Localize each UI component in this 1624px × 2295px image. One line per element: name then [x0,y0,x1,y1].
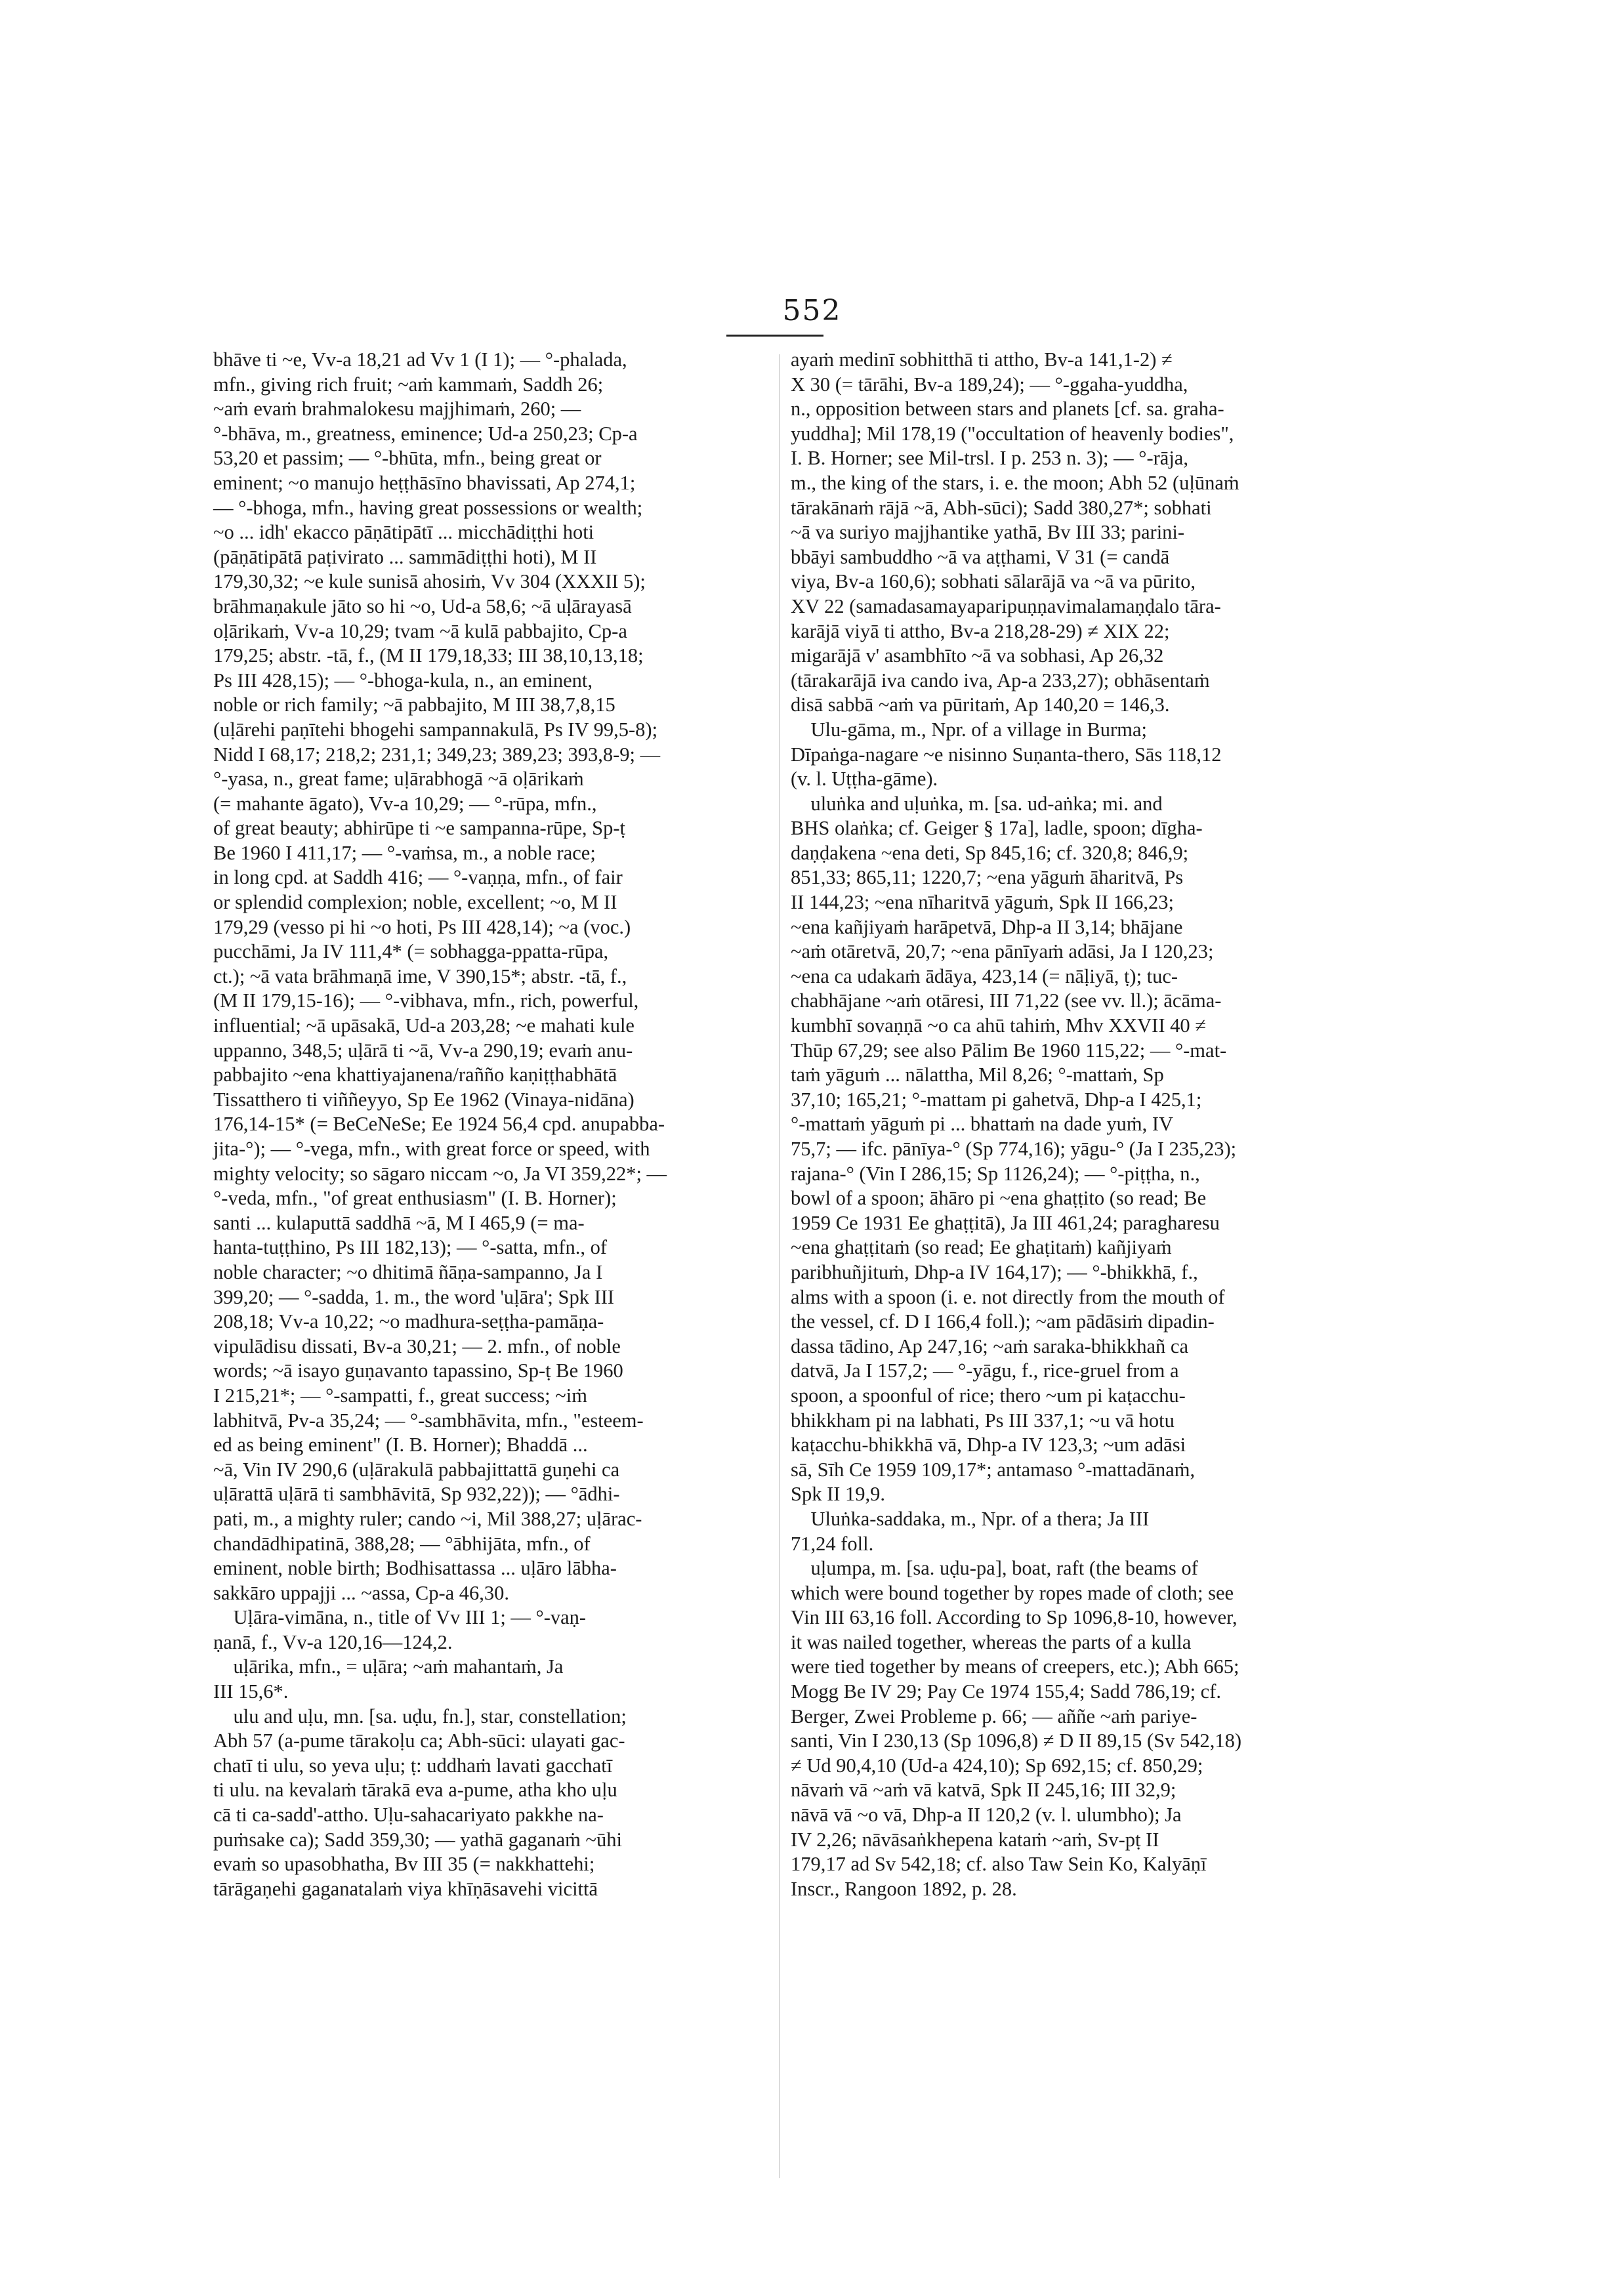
text-line: 208,18; Vv-a 10,22; ~o madhura-seṭṭha-pamāṇa- [213,1310,604,1333]
text-line: Thūp 67,29; see also Pālim Be 1960 115,22; — °-mat- [791,1039,1227,1062]
text-line: puṁsake ca); Sadd 359,30; — yathā gaganaṁ ~ūhi [213,1828,622,1851]
text-line: IV 2,26; nāvāsaṅkhepena kataṁ ~aṁ, Sv-pṭ II [791,1828,1159,1851]
text-line: chandādhipatinā, 388,28; — °ābhijāta, mfn., of [213,1532,591,1555]
text-line: °-mattaṁ yāguṁ pi ... bhattaṁ na dade yuṁ, IV [791,1113,1174,1136]
text-line: bbāyi sambuddho ~ā va aṭṭhami, V 31 (= candā [791,545,1170,568]
text-line: Spk II 19,9. [791,1483,886,1506]
text-line: (M II 179,15-16); — °-vibhava, mfn., rich, powerful, [213,989,639,1012]
text-line: XV 22 (samadasamayaparipuṇṇavimalamaṇḍalo tāra- [791,594,1221,617]
text-line: brāhmaṇakule jāto so hi ~o, Ud-a 58,6; ~ā uḷārayasā [213,594,632,617]
text-line: Be 1960 I 411,17; — °-vaṁsa, m., a noble race; [213,841,596,864]
text-line: 37,10; 165,21; °-mattam pi gahetvā, Dhp-a I 425,1; [791,1088,1202,1111]
text-line: uḷumpa, m. [sa. uḍu-pa], boat, raft (the beams of [791,1557,1198,1580]
text-line: Uluṅka-saddaka, m., Npr. of a thera; Ja III [791,1507,1150,1530]
right-column [791,348,1368,1901]
text-line: viya, Bv-a 160,6); sobhati sālarājā va ~ā va pūrito, [791,570,1196,593]
text-line: santi ... kulaputtā saddhā ~ā, M I 465,9 (= ma- [213,1211,585,1234]
text-line: noble or rich family; ~ā pabbajito, M III 38,7,8,15 [213,693,615,716]
text-line: jita-°); — °-vega, mfn., with great force or speed, with [213,1138,650,1160]
text-line: kaṭacchu-bhikkhā vā, Dhp-a IV 123,3; ~um adāsi [791,1434,1186,1457]
text-line: °-bhāva, m., greatness, eminence; Ud-a 250,23; Cp-a [213,422,638,445]
text-line: ~ā va suriyo majjhantike yathā, Bv III 33; parini- [791,521,1185,544]
text-line: sakkāro uppajji ... ~assa, Cp-a 46,30. [213,1581,510,1604]
text-line: the vessel, cf. D I 166,4 foll.); ~am pādāsiṁ dipadin- [791,1310,1215,1333]
text-line: nāvā vā ~o vā, Dhp-a II 120,2 (v. l. ulumbho); Ja [791,1804,1182,1827]
text-line: hanta-tuṭṭhino, Ps III 182,13); — °-satta, mfn., of [213,1236,608,1259]
text-line: 399,20; — °-sadda, 1. m., the word 'uḷāra'; Spk III [213,1285,615,1308]
text-line: Vin III 63,16 foll. According to Sp 1096,8-10, however, [791,1606,1238,1629]
text-line: 179,17 ad Sv 542,18; cf. also Taw Sein Ko, Kalyāṇī [791,1853,1207,1876]
text-line: ~ena ghaṭṭitaṁ (so read; Ee ghaṭitaṁ) kañjiyaṁ [791,1236,1172,1259]
text-line: II 144,23; ~ena nīharitvā yāguṁ, Spk II 166,23; [791,891,1175,914]
text-line: Ulu-gāma, m., Npr. of a village in Burma; [791,718,1147,741]
text-line: ulu and uḷu, mn. [sa. uḍu, fn.], star, constellation; [213,1705,627,1727]
text-line: (uḷārehi paṇītehi bhogehi sampannakulā, Ps IV 99,5-8); [213,718,658,741]
text-line: karājā viyā ti attho, Bv-a 218,28-29) ≠ XIX 22; [791,619,1170,642]
text-line: Nidd I 68,17; 218,2; 231,1; 349,23; 389,23; 393,8-9; — [213,743,661,766]
text-line: rajana-° (Vin I 286,15; Sp 1126,24); — °-piṭṭha, n., [791,1162,1200,1185]
left-column [213,348,791,1901]
text-line: pucchāmi, Ja IV 111,4* (= sobhagga-ppatta-rūpa, [213,940,609,963]
text-line: were tied together by means of creepers, etc.); Abh 665; [791,1655,1239,1678]
text-line: 53,20 et passim; — °-bhūta, mfn., being great or [213,447,602,470]
text-line: bhāve ti ~e, Vv-a 18,21 ad Vv 1 (I 1); — °-phalada, [213,348,627,371]
text-line: or splendid complexion; noble, excellent; ~o, M II [213,891,617,914]
text-line: Uḷāra-vimāna, n., title of Vv III 1; — °-vaṇ- [213,1606,587,1629]
text-line: X 30 (= tārāhi, Bv-a 189,24); — °-ggaha-yuddha, [791,373,1188,396]
text-line: eminent, noble birth; Bodhisattassa ... uḷāro lābha- [213,1557,617,1580]
text-line: 179,30,32; ~e kule sunisā ahosiṁ, Vv 304 (XXXII 5); [213,570,646,593]
text-line: taṁ yāguṁ ... nālattha, Mil 8,26; °-mattaṁ, Sp [791,1064,1164,1086]
text-line: santi, Vin I 230,13 (Sp 1096,8) ≠ D II 89,15 (Sv 542,18) [791,1729,1242,1752]
text-line: migarājā v' asambhīto ~ā va sobhasi, Ap 26,32 [791,644,1164,667]
text-line: ~aṁ evaṁ brahmalokesu majjhimaṁ, 260; — [213,398,581,421]
text-line: datvā, Ja I 157,2; — °-yāgu, f., rice-gruel from a [791,1359,1179,1382]
text-line: daṇḍakena ~ena deti, Sp 845,16; cf. 320,8; 846,9; [791,841,1189,864]
text-line: ~aṁ otāretvā, 20,7; ~ena pānīyaṁ adāsi, Ja I 120,23; [791,940,1214,963]
text-line: evaṁ so upasobhatha, Bv III 35 (= nakkhattehi; [213,1853,595,1876]
text-line: 179,25; abstr. -tā, f., (M II 179,18,33; III 38,10,13,18; [213,644,644,667]
text-line: Inscr., Rangoon 1892, p. 28. [791,1877,1017,1900]
text-line: pabbajito ~ena khattiyajanena/rañño kaṇiṭṭhabhātā [213,1064,617,1086]
text-line: mfn., giving rich fruit; ~aṁ kammaṁ, Saddh 26; [213,373,604,396]
text-line: influential; ~ā upāsakā, Ud-a 203,28; ~e mahati kule [213,1014,635,1037]
text-line: uḷārika, mfn., = uḷāra; ~aṁ mahantaṁ, Ja [213,1655,564,1678]
text-line: which were bound together by ropes made of cloth; see [791,1581,1234,1604]
text-line: chabhājane ~aṁ otāresi, III 71,22 (see vv. ll.); ācāma- [791,989,1222,1012]
text-line: (= mahante āgato), Vv-a 10,29; — °-rūpa, mfn., [213,792,597,815]
text-line: (pāṇātipātā paṭivirato ... sammādiṭṭhi hoti), M II [213,545,597,568]
text-line: — °-bhoga, mfn., having great possessions or wealth; [213,496,643,519]
text-line: uluṅka and uḷuṅka, m. [sa. ud-aṅka; mi. and [791,792,1163,815]
text-line: I 215,21*; — °-sampatti, f., great success; ~iṁ [213,1384,587,1407]
header-rule [726,335,823,337]
text-line: 1959 Ce 1931 Ee ghaṭṭitā), Ja III 461,24; paragharesu [791,1211,1220,1234]
text-line: ~o ... idh' ekacco pāṇātipātī ... micchādiṭṭhi hoti [213,521,594,544]
text-line: words; ~ā isayo guṇavanto tapassino, Sp-ṭ Be 1960 [213,1359,623,1382]
text-line: Abh 57 (a-pume tārakoḷu ca; Abh-sūci: ulayati gac- [213,1729,625,1752]
text-line: tārakānaṁ rājā ~ā, Abh-sūci); Sadd 380,27*; sobhati [791,496,1212,519]
text-line: BHS olaṅka; cf. Geiger § 17a], ladle, spoon; dīgha- [791,817,1203,840]
text-line: °-yasa, n., great fame; uḷārabhogā ~ā oḷārikaṁ [213,768,584,791]
page-number: 552 [782,294,842,327]
text-line: nāvaṁ vā ~aṁ vā katvā, Spk II 245,16; III 32,9; [791,1779,1176,1802]
text-line: Berger, Zwei Probleme p. 66; — aññe ~aṁ pariye- [791,1705,1197,1727]
text-line: oḷārikaṁ, Vv-a 10,29; tvam ~ā kulā pabbajito, Cp-a [213,619,627,642]
text-line: labhitvā, Pv-a 35,24; — °-sambhāvita, mfn., "esteem- [213,1409,644,1432]
text-line: m., the king of the stars, i. e. the moon; Abh 52 (uḷūnaṁ [791,471,1239,494]
text-line: 176,14-15* (= BeCeNeSe; Ee 1924 56,4 cpd. anupabba- [213,1113,665,1136]
text-line: 75,7; — ifc. pānīya-° (Sp 774,16); yāgu-° (Ja I 235,23); [791,1138,1237,1160]
text-line: °-veda, mfn., "of great enthusiasm" (I. B. Horner); [213,1187,617,1210]
text-line: ayaṁ medinī sobhitthā ti attho, Bv-a 141,1-2) ≠ [791,348,1173,371]
text-line: uḷārattā uḷārā ti sambhāvitā, Sp 932,22)); — °ādhi- [213,1483,620,1506]
text-line: disā sabbā ~aṁ va pūritaṁ, Ap 140,20 = 146,3. [791,693,1170,716]
text-line: cā ti ca-sadd'-attho. Uḷu-sahacariyato pakkhe na- [213,1804,604,1827]
text-line: n., opposition between stars and planets [cf. sa. graha- [791,398,1224,421]
text-line: uppanno, 348,5; uḷārā ti ~ā, Vv-a 290,19; evaṁ anu- [213,1039,633,1062]
text-line: Ps III 428,15); — °-bhoga-kula, n., an eminent, [213,669,593,692]
text-line: ed as being eminent" (I. B. Horner); Bhaddā ... [213,1434,588,1457]
text-line: ti ulu. na kevalaṁ tārakā eva a-pume, atha kho uḷu [213,1779,617,1802]
text-line: alms with a spoon (i. e. not directly from the mouth of [791,1285,1225,1308]
text-line: ~ā, Vin IV 290,6 (uḷārakulā pabbajittattā guṇehi ca [213,1458,620,1481]
text-line: sā, Sīh Ce 1959 109,17*; antamaso °-mattadānaṁ, [791,1458,1196,1481]
text-line: vipulādisu dissati, Bv-a 30,21; — 2. mfn., of noble [213,1334,621,1357]
text-line: in long cpd. at Saddh 416; — °-vaṇṇa, mfn., of fair [213,866,623,889]
text-line: bhikkham pi na labhati, Ps III 337,1; ~u vā hotu [791,1409,1175,1432]
text-line: chatī ti ulu, so yeva uḷu; ṭ: uddhaṁ lavati gacchatī [213,1754,613,1777]
text-line: I. B. Horner; see Mil-trsl. I p. 253 n. 3); — °-rāja, [791,447,1188,470]
column-divider [779,354,780,2178]
text-line: it was nailed together, whereas the parts of a kulla [791,1630,1192,1653]
text-line: paribhuñjituṁ, Dhp-a IV 164,17); — °-bhikkhā, f., [791,1260,1198,1283]
text-line: dassa tādino, Ap 247,16; ~aṁ saraka-bhikkhañ ca [791,1334,1189,1357]
text-line: 179,29 (vesso pi hi ~o hoti, Ps III 428,14); ~a (voc.) [213,915,631,938]
text-line: ≠ Ud 90,4,10 (Ud-a 424,10); Sp 692,15; cf. 850,29; [791,1754,1203,1777]
text-line: pati, m., a mighty ruler; cando ~i, Mil 388,27; uḷārac- [213,1507,642,1530]
text-line: Tissatthero ti viññeyyo, Sp Ee 1962 (Vinaya-nidāna) [213,1088,635,1111]
text-line: 851,33; 865,11; 1220,7; ~ena yāguṁ āharitvā, Ps [791,866,1184,889]
text-line: tārāgaṇehi gaganatalaṁ viya khīṇāsavehi vicittā [213,1877,598,1900]
text-line: noble character; ~o dhitimā ñāṇa-sampanno, Ja I [213,1260,603,1283]
text-line: bowl of a spoon; āhāro pi ~ena ghaṭṭito (so read; Be [791,1187,1207,1210]
text-line: ṇanā, f., Vv-a 120,16—124,2. [213,1630,453,1653]
text-line: ct.); ~ā vata brāhmaṇā ime, V 390,15*; abstr. -tā, f., [213,964,627,987]
text-line: ~ena ca udakaṁ ādāya, 423,14 (= nāḷiyā, ṭ); tuc- [791,964,1178,987]
text-line: kumbhī sovaṇṇā ~o ca ahū tahiṁ, Mhv XXVII 40 ≠ [791,1014,1206,1037]
text-line: of great beauty; abhirūpe ti ~e sampanna-rūpe, Sp-ṭ [213,817,625,840]
text-line: mighty velocity; so sāgaro niccam ~o, Ja VI 359,22*; — [213,1162,667,1185]
text-line: 71,24 foll. [791,1532,874,1555]
text-line: III 15,6*. [213,1680,289,1703]
text-line: (v. l. Uṭṭha-gāme). [791,768,938,791]
text-line: Mogg Be IV 29; Pay Ce 1974 155,4; Sadd 786,19; cf. [791,1680,1222,1703]
text-line: Dīpaṅga-nagare ~e nisinno Suṇanta-thero, Sās 118,12 [791,743,1222,766]
text-line: yuddha]; Mil 178,19 ("occultation of heavenly bodies", [791,422,1234,445]
text-line: spoon, a spoonful of rice; thero ~um pi kaṭacchu- [791,1384,1186,1407]
text-line: ~ena kañjiyaṁ harāpetvā, Dhp-a II 3,14; bhājane [791,915,1183,938]
text-line: (tārakarājā iva cando iva, Ap-a 233,27); obhāsentaṁ [791,669,1210,692]
text-line: eminent; ~o manujo heṭṭhāsīno bhavissati, Ap 274,1; [213,471,636,494]
